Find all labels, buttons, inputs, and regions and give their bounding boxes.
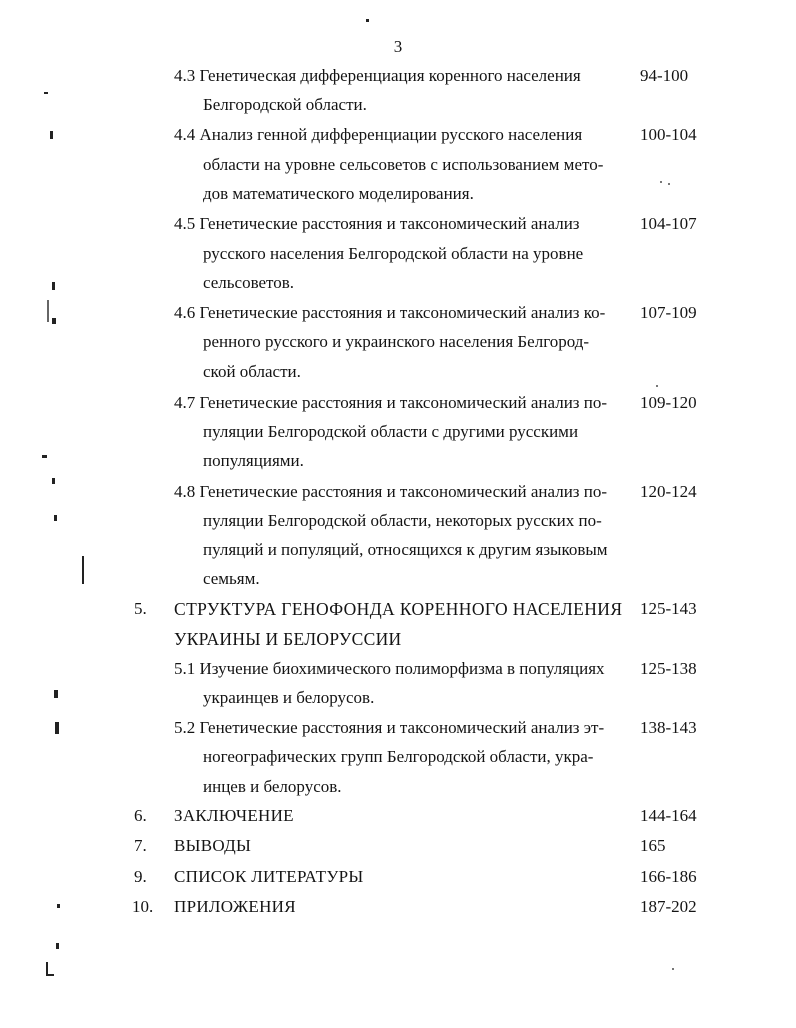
scan-speck: [42, 455, 47, 458]
toc-line: дов математического моделирования.: [203, 184, 474, 203]
toc-line: ренного русского и украинского населения Белгород-: [203, 332, 590, 351]
page-number: 3: [393, 37, 403, 56]
toc-line: Белгородской области.: [203, 95, 367, 114]
toc-line: 4.6 Генетические расстояния и таксономический анализ ко-: [174, 303, 606, 322]
scan-speck: [55, 722, 59, 734]
toc-line: 4.7 Генетические расстояния и таксономический анализ по-: [174, 393, 608, 412]
toc-line: УКРАИНЫ И БЕЛОРУССИИ: [174, 629, 402, 649]
toc-page-range: 138-143: [640, 718, 697, 737]
toc-page-range: 125-143: [640, 599, 697, 618]
toc-line: инцев и белорусов.: [203, 777, 342, 796]
toc-page-range: 165: [640, 836, 666, 855]
toc-page-range: 104-107: [640, 214, 697, 233]
toc-line: 5.1 Изучение биохимического полиморфизма в популяциях: [174, 659, 605, 678]
toc-line: области на уровне сельсоветов с использованием мето-: [203, 155, 604, 174]
scan-speck: [672, 968, 674, 970]
toc-line: ской области.: [203, 362, 301, 381]
section-number: 7.: [134, 836, 147, 855]
toc-line: сельсоветов.: [203, 273, 295, 292]
scan-speck: [47, 300, 49, 322]
toc-line: пуляции Белгородской области, некоторых русских по-: [203, 511, 602, 530]
toc-line: ПРИЛОЖЕНИЯ: [174, 897, 296, 916]
toc-page-range: 100-104: [640, 125, 697, 144]
toc-line: ЗАКЛЮЧЕНИЕ: [174, 806, 294, 825]
scan-speck: [366, 19, 369, 22]
toc-line: 4.4 Анализ генной дифференциации русского населения: [174, 125, 583, 144]
section-number: 10.: [132, 897, 154, 916]
toc-line: пуляции Белгородской области с другими русскими: [203, 422, 579, 441]
scan-speck: [50, 131, 53, 139]
toc-page-range: 144-164: [640, 806, 697, 825]
section-number: 6.: [134, 806, 147, 825]
toc-line: СПИСОК ЛИТЕРАТУРЫ: [174, 867, 364, 886]
toc-line: семьям.: [203, 569, 260, 588]
scan-speck: [54, 515, 57, 521]
toc-line: 4.3 Генетическая дифференциация коренного населения: [174, 66, 581, 85]
scan-speck: [46, 974, 54, 976]
toc-line: 4.5 Генетические расстояния и таксономический анализ: [174, 214, 580, 233]
toc-line: СТРУКТУРА ГЕНОФОНДА КОРЕННОГО НАСЕЛЕНИЯ: [174, 599, 623, 619]
toc-page-range: 120-124: [640, 482, 697, 501]
scan-speck: [52, 282, 55, 290]
scan-speck: [56, 943, 59, 949]
toc-line: пуляций и популяций, относящихся к другим языковым: [203, 540, 608, 559]
scan-speck: [54, 690, 58, 698]
toc-page-range: 109-120: [640, 393, 697, 412]
section-number: 5.: [134, 599, 147, 618]
scan-speck: [82, 556, 84, 584]
toc-line: 5.2 Генетические расстояния и таксономический анализ эт-: [174, 718, 605, 737]
section-number: 9.: [134, 867, 147, 886]
scan-speck: [52, 318, 56, 324]
scan-speck: [52, 478, 55, 484]
toc-line: ВЫВОДЫ: [174, 836, 252, 855]
toc-line: популяциями.: [203, 451, 304, 470]
scan-speck: [668, 183, 670, 185]
scan-speck: [660, 181, 662, 183]
toc-line: украинцев и белорусов.: [203, 688, 375, 707]
toc-page-range: 94-100: [640, 66, 689, 85]
scan-speck: [44, 92, 48, 94]
scan-speck: [656, 385, 658, 387]
scan-speck: [57, 904, 60, 908]
toc-line: 4.8 Генетические расстояния и таксономический анализ по-: [174, 482, 608, 501]
toc-page-range: 166-186: [640, 867, 697, 886]
toc-line: русского населения Белгородской области на уровне: [203, 244, 584, 263]
toc-page-range: 187-202: [640, 897, 697, 916]
toc-page-range: 125-138: [640, 659, 697, 678]
toc-line: ногеографических групп Белгородской области, укра-: [203, 747, 594, 766]
toc-page-range: 107-109: [640, 303, 697, 322]
